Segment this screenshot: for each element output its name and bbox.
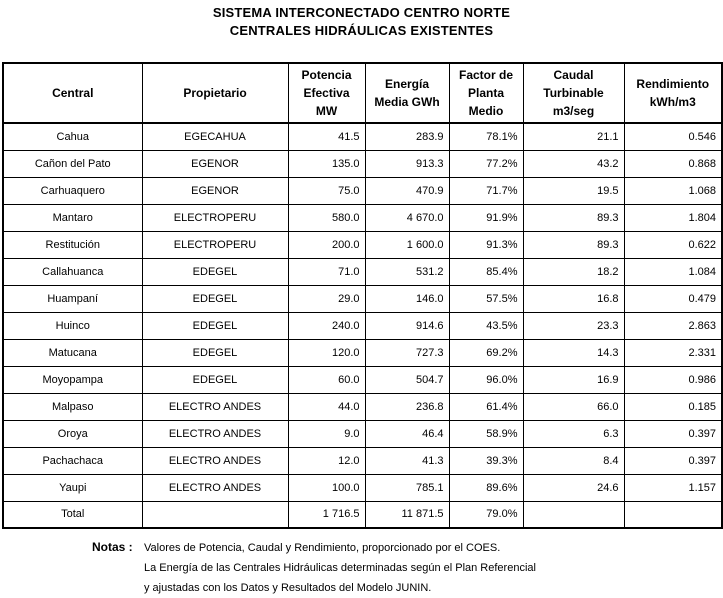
- cell-propietario: EGENOR: [142, 150, 288, 177]
- cell-energia: 727.3: [365, 339, 449, 366]
- hydro-plants-table: [2, 62, 723, 529]
- cell-rendimiento: 2.863: [624, 312, 722, 339]
- cell-central: Total: [3, 501, 142, 528]
- cell-propietario: EDEGEL: [142, 339, 288, 366]
- cell-caudal: 18.2: [523, 258, 624, 285]
- table-row: [3, 258, 722, 285]
- cell-caudal: 43.2: [523, 150, 624, 177]
- cell-potencia: 60.0: [288, 366, 365, 393]
- table-row: [3, 366, 722, 393]
- cell-rendimiento: 1.804: [624, 204, 722, 231]
- table-row: [3, 420, 722, 447]
- cell-rendimiento: 0.479: [624, 285, 722, 312]
- table-row: [3, 150, 722, 177]
- cell-potencia: 44.0: [288, 393, 365, 420]
- header-line: Propietario: [183, 86, 247, 100]
- header-line: MW: [315, 104, 338, 118]
- cell-central: Callahuanca: [3, 258, 142, 285]
- cell-caudal: [523, 501, 624, 528]
- title-line-2: CENTRALES HIDRÁULICAS EXISTENTES: [229, 23, 494, 38]
- note-line-2: La Energía de las Centrales Hidráulicas determinadas según el Plan Referencial: [144, 562, 536, 574]
- cell-factor: 61.4%: [449, 393, 523, 420]
- cell-central: Cañon del Pato: [3, 150, 142, 177]
- cell-propietario: EDEGEL: [142, 312, 288, 339]
- header-line: Turbinable: [543, 86, 604, 100]
- table-row: [3, 123, 722, 150]
- cell-caudal: 89.3: [523, 204, 624, 231]
- header-line: Potencia: [301, 68, 352, 82]
- cell-energia: 504.7: [365, 366, 449, 393]
- cell-central: Huinco: [3, 312, 142, 339]
- cell-rendimiento: 1.157: [624, 474, 722, 501]
- cell-propietario: ELECTRO ANDES: [142, 474, 288, 501]
- header-propietario: [142, 63, 288, 123]
- header-line: Efectiva: [303, 86, 350, 100]
- table-row: [3, 339, 722, 366]
- cell-rendimiento: 0.185: [624, 393, 722, 420]
- cell-potencia: 1 716.5: [288, 501, 365, 528]
- cell-energia: 46.4: [365, 420, 449, 447]
- header-line: Energía: [384, 77, 429, 91]
- title-line-1: SISTEMA INTERCONECTADO CENTRO NORTE: [212, 5, 511, 20]
- cell-potencia: 120.0: [288, 339, 365, 366]
- cell-energia: 236.8: [365, 393, 449, 420]
- notes: [92, 537, 536, 598]
- header-row: [3, 63, 722, 123]
- cell-factor: 91.9%: [449, 204, 523, 231]
- cell-propietario: EGENOR: [142, 177, 288, 204]
- cell-energia: 914.6: [365, 312, 449, 339]
- note-line-3: y ajustadas con los Datos y Resultados del Modelo JUNIN.: [144, 582, 432, 594]
- cell-potencia: 580.0: [288, 204, 365, 231]
- header-line: Factor de: [458, 68, 513, 82]
- cell-caudal: 14.3: [523, 339, 624, 366]
- cell-rendimiento: 0.397: [624, 447, 722, 474]
- header-line: kWh/m3: [649, 95, 696, 109]
- cell-caudal: 19.5: [523, 177, 624, 204]
- cell-factor: 85.4%: [449, 258, 523, 285]
- cell-factor: 39.3%: [449, 447, 523, 474]
- cell-caudal: 8.4: [523, 447, 624, 474]
- cell-potencia: 135.0: [288, 150, 365, 177]
- cell-potencia: 29.0: [288, 285, 365, 312]
- cell-caudal: 66.0: [523, 393, 624, 420]
- header-line: m3/seg: [552, 104, 595, 118]
- cell-energia: 470.9: [365, 177, 449, 204]
- cell-energia: 531.2: [365, 258, 449, 285]
- header-line: Planta: [467, 86, 504, 100]
- cell-propietario: EDEGEL: [142, 258, 288, 285]
- cell-central: Mantaro: [3, 204, 142, 231]
- cell-rendimiento: 2.331: [624, 339, 722, 366]
- cell-propietario: ELECTROPERU: [142, 231, 288, 258]
- cell-rendimiento: 1.084: [624, 258, 722, 285]
- cell-caudal: 23.3: [523, 312, 624, 339]
- cell-caudal: 6.3: [523, 420, 624, 447]
- cell-caudal: 21.1: [523, 123, 624, 150]
- table-row: [3, 393, 722, 420]
- table-row: [3, 204, 722, 231]
- cell-energia: 11 871.5: [365, 501, 449, 528]
- cell-energia: 913.3: [365, 150, 449, 177]
- cell-factor: 69.2%: [449, 339, 523, 366]
- cell-central: Carhuaquero: [3, 177, 142, 204]
- cell-factor: 78.1%: [449, 123, 523, 150]
- cell-rendimiento: 0.868: [624, 150, 722, 177]
- cell-rendimiento: 0.622: [624, 231, 722, 258]
- cell-rendimiento: 0.546: [624, 123, 722, 150]
- table-row: [3, 312, 722, 339]
- cell-energia: 283.9: [365, 123, 449, 150]
- cell-energia: 4 670.0: [365, 204, 449, 231]
- cell-factor: 71.7%: [449, 177, 523, 204]
- cell-potencia: 100.0: [288, 474, 365, 501]
- cell-central: Oroya: [3, 420, 142, 447]
- cell-energia: 41.3: [365, 447, 449, 474]
- cell-propietario: ELECTRO ANDES: [142, 420, 288, 447]
- cell-energia: 146.0: [365, 285, 449, 312]
- table-row: [3, 177, 722, 204]
- header-line: Medio: [468, 104, 504, 118]
- cell-propietario: ELECTRO ANDES: [142, 393, 288, 420]
- cell-potencia: 240.0: [288, 312, 365, 339]
- header-central: [3, 63, 142, 123]
- header-rendimiento: [624, 63, 722, 123]
- cell-potencia: 200.0: [288, 231, 365, 258]
- notes-label: Notas :: [92, 540, 133, 554]
- cell-central: Yaupi: [3, 474, 142, 501]
- total-row: [3, 501, 722, 528]
- cell-factor: 96.0%: [449, 366, 523, 393]
- table-row: [3, 285, 722, 312]
- cell-potencia: 12.0: [288, 447, 365, 474]
- header-potencia: [288, 63, 365, 123]
- cell-propietario: ELECTRO ANDES: [142, 447, 288, 474]
- cell-factor: 79.0%: [449, 501, 523, 528]
- header-line: Media GWh: [374, 95, 440, 109]
- cell-potencia: 71.0: [288, 258, 365, 285]
- table-row: [3, 231, 722, 258]
- cell-rendimiento: 0.397: [624, 420, 722, 447]
- cell-factor: 91.3%: [449, 231, 523, 258]
- cell-propietario: EDEGEL: [142, 285, 288, 312]
- cell-central: Restitución: [3, 231, 142, 258]
- cell-central: Matucana: [3, 339, 142, 366]
- header-line: Rendimiento: [636, 77, 710, 91]
- note-line-1: Valores de Potencia, Caudal y Rendimiento, proporcionado por el COES.: [144, 542, 501, 554]
- cell-caudal: 16.8: [523, 285, 624, 312]
- table-row: [3, 474, 722, 501]
- table-row: [3, 447, 722, 474]
- cell-factor: 43.5%: [449, 312, 523, 339]
- cell-central: Pachachaca: [3, 447, 142, 474]
- cell-potencia: 75.0: [288, 177, 365, 204]
- header-line: Caudal: [553, 68, 594, 82]
- cell-central: Cahua: [3, 123, 142, 150]
- cell-caudal: 89.3: [523, 231, 624, 258]
- cell-caudal: 24.6: [523, 474, 624, 501]
- header-line: Central: [52, 86, 94, 100]
- cell-propietario: ELECTROPERU: [142, 204, 288, 231]
- cell-potencia: 41.5: [288, 123, 365, 150]
- cell-rendimiento: [624, 501, 722, 528]
- cell-energia: 785.1: [365, 474, 449, 501]
- header-factor: [449, 63, 523, 123]
- cell-rendimiento: 1.068: [624, 177, 722, 204]
- cell-factor: 89.6%: [449, 474, 523, 501]
- cell-central: Moyopampa: [3, 366, 142, 393]
- cell-propietario: EDEGEL: [142, 366, 288, 393]
- cell-caudal: 16.9: [523, 366, 624, 393]
- cell-factor: 77.2%: [449, 150, 523, 177]
- cell-propietario: [142, 501, 288, 528]
- cell-central: Malpaso: [3, 393, 142, 420]
- cell-factor: 58.9%: [449, 420, 523, 447]
- cell-rendimiento: 0.986: [624, 366, 722, 393]
- header-caudal: [523, 63, 624, 123]
- cell-central: Huampaní: [3, 285, 142, 312]
- cell-propietario: EGECAHUA: [142, 123, 288, 150]
- cell-potencia: 9.0: [288, 420, 365, 447]
- cell-energia: 1 600.0: [365, 231, 449, 258]
- cell-factor: 57.5%: [449, 285, 523, 312]
- header-energia: [365, 63, 449, 123]
